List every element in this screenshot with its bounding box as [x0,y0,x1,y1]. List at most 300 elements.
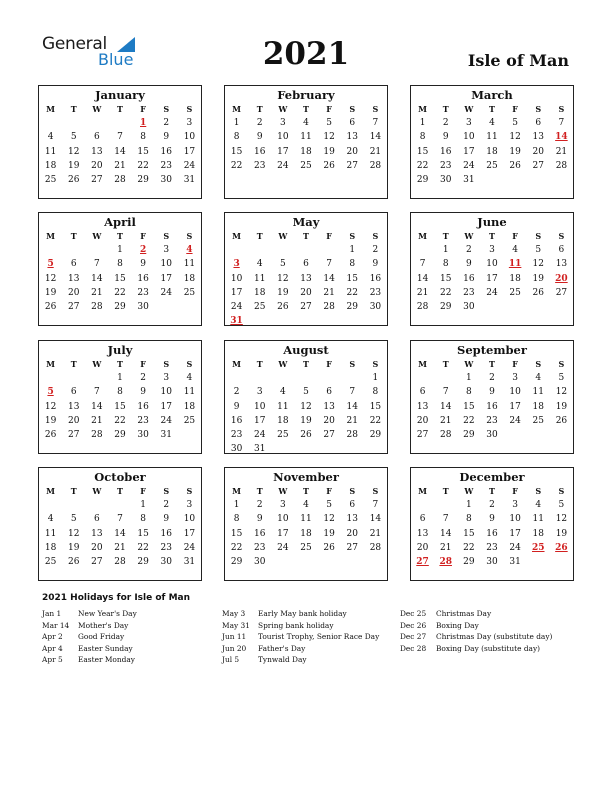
day-cell: 29 [137,556,149,567]
month-february [224,85,388,199]
weekday-label: T [303,104,309,114]
day-cell: 30 [160,174,172,185]
weekday-header [411,229,573,243]
day-cell: 18 [509,273,521,284]
day-cell: 7 [558,118,565,129]
day-cell: 12 [323,514,335,525]
week-row [411,512,573,526]
holiday-date: Dec 26 [400,620,427,630]
day-cell: 12 [509,132,521,143]
day-cell: 29 [463,556,475,567]
empty-cell [550,555,573,569]
weekday-label: M [418,231,427,241]
day-cell: 17 [509,528,521,539]
weekday-header [39,102,201,116]
month-september [410,340,574,454]
weekday-label: F [140,486,146,496]
day-cell: 3 [186,118,193,129]
day-cell: 28 [369,160,382,171]
week-row [39,527,201,541]
day-cell: 11 [183,387,196,398]
week-row [411,371,573,385]
weekday-label: S [349,486,356,496]
day-cell: 17 [277,528,289,539]
day-cell: 23 [369,287,382,298]
holiday-name: Christmas Day [436,609,492,618]
day-cell: 22 [230,542,243,553]
day-cell: 2 [163,500,170,511]
day-cell: 23 [137,287,149,298]
day-cell: 27 [67,301,80,312]
day-cell: 25 [277,429,289,440]
week-row [411,385,573,399]
weekday-label: M [232,231,241,241]
day-cell: 29 [114,429,126,440]
weekday-label: T [70,231,77,241]
day-cell: 9 [163,132,170,143]
weekday-label: S [349,359,356,369]
day-cell: 17 [183,528,196,539]
month-january [38,85,202,199]
month-days-grid [39,484,201,569]
day-cell: 14 [369,514,382,525]
weekday-label: F [326,104,332,114]
day-cell: 20 [416,415,429,426]
holiday-item [42,643,137,655]
day-cell: 16 [253,146,266,157]
day-cell: 13 [532,132,544,143]
holiday-day: 28 [439,556,452,567]
day-cell: 30 [253,556,266,567]
week-row [39,145,201,159]
day-cell: 9 [465,259,472,270]
day-cell: 16 [160,528,172,539]
month-november [224,467,388,581]
day-cell: 15 [137,146,149,157]
day-cell: 6 [93,132,100,143]
holiday-item [400,620,552,632]
day-cell: 30 [137,429,149,440]
day-cell: 11 [486,132,498,143]
weekday-label: S [163,486,170,496]
empty-cell [411,243,434,257]
day-cell: 3 [163,245,170,256]
month-june [410,212,574,326]
weekday-label: S [558,359,565,369]
day-cell: 29 [137,174,149,185]
day-cell: 14 [114,528,126,539]
weekday-label: T [442,231,449,241]
day-cell: 30 [230,444,243,455]
holiday-date: May 3 [222,609,246,618]
empty-cell [108,498,131,512]
day-cell: 25 [532,415,544,426]
weekday-label: W [464,486,474,496]
logo-blue-text: Blue [98,50,134,69]
holiday-name: Easter Monday [78,655,135,665]
empty-cell [294,555,317,569]
holiday-day: 27 [416,556,429,567]
day-cell: 23 [486,542,498,553]
day-cell: 17 [463,146,475,157]
day-cell: 15 [137,528,149,539]
day-cell: 28 [369,542,382,553]
empty-cell [364,555,387,569]
day-cell: 22 [369,415,382,426]
empty-cell [550,428,573,442]
day-cell: 17 [183,146,196,157]
week-row [225,385,387,399]
weekday-label: T [70,359,77,369]
week-row [411,130,573,144]
month-name: January [95,88,145,102]
weekday-label: S [372,231,379,241]
day-cell: 14 [369,132,382,143]
weekday-header [39,357,201,371]
weekday-label: M [232,486,241,496]
day-cell: 24 [230,301,243,312]
day-cell: 12 [44,401,57,412]
holiday-item [42,654,137,666]
weekday-label: S [372,104,379,114]
empty-cell [527,428,550,442]
day-cell: 8 [233,132,240,143]
weekday-label: M [46,104,55,114]
empty-cell [341,314,364,328]
day-cell: 2 [256,500,263,511]
day-cell: 13 [416,528,429,539]
empty-cell [62,243,85,257]
weekday-label: S [349,231,356,241]
weekday-label: M [232,104,241,114]
day-cell: 28 [91,301,103,312]
holiday-item [222,643,379,655]
week-row [39,286,201,300]
empty-cell [294,371,317,385]
day-cell: 26 [300,429,312,440]
day-cell: 5 [326,500,332,511]
month-days-grid [411,357,573,442]
holiday-name: Tynwald Day [258,655,307,665]
empty-cell [248,371,271,385]
day-cell: 1 [349,245,356,256]
holiday-item [222,631,379,643]
day-cell: 22 [463,415,475,426]
week-row [39,498,201,512]
empty-cell [248,314,271,328]
day-cell: 7 [349,387,356,398]
week-row [39,385,201,399]
weekday-label: T [256,359,263,369]
day-cell: 9 [256,132,263,143]
day-cell: 16 [369,273,382,284]
day-cell: 18 [300,528,312,539]
weekday-label: T [70,486,77,496]
day-cell: 3 [512,500,518,511]
day-cell: 4 [47,514,54,525]
day-cell: 31 [183,174,196,185]
week-row [411,555,573,569]
day-cell: 18 [532,401,544,412]
logo-triangle-icon [117,37,135,52]
day-cell: 4 [535,373,542,384]
day-cell: 23 [463,287,475,298]
day-cell: 6 [349,500,356,511]
day-cell: 4 [279,387,286,398]
weekday-label: T [303,486,309,496]
day-cell: 15 [114,273,126,284]
day-cell: 24 [160,415,172,426]
day-cell: 25 [300,542,312,553]
day-cell: 9 [489,514,495,525]
empty-cell [504,173,527,187]
week-row [225,555,387,569]
week-row [411,400,573,414]
day-cell: 2 [489,373,495,384]
day-cell: 19 [323,146,335,157]
day-cell: 18 [183,273,196,284]
week-row [225,300,387,314]
day-cell: 29 [416,174,429,185]
weekday-label: F [512,104,518,114]
weekday-header [39,229,201,243]
week-row [39,257,201,271]
day-cell: 29 [463,429,475,440]
day-cell: 2 [465,245,472,256]
page-title: 2021 [262,36,350,72]
day-cell: 6 [303,259,309,270]
holiday-day: 31 [230,316,243,327]
day-cell: 26 [323,160,335,171]
week-row [411,414,573,428]
day-cell: 12 [532,259,544,270]
weekday-label: T [117,486,123,496]
day-cell: 21 [91,287,103,298]
empty-cell [527,173,550,187]
week-row [225,243,387,257]
day-cell: 4 [256,259,263,270]
day-cell: 6 [326,387,332,398]
holiday-date: Dec 28 [400,643,427,653]
day-cell: 29 [114,301,126,312]
month-october [38,467,202,581]
weekday-header [225,229,387,243]
weekday-header [39,484,201,498]
day-cell: 22 [463,542,475,553]
empty-cell [527,555,550,569]
day-cell: 17 [509,401,521,412]
weekday-label: W [92,359,102,369]
holiday-date: Jun 20 [222,643,247,653]
weekday-label: S [186,486,193,496]
day-cell: 12 [67,528,80,539]
day-cell: 15 [463,401,475,412]
day-cell: 21 [369,528,382,539]
weekday-header [411,102,573,116]
month-days-grid [39,102,201,187]
day-cell: 13 [91,528,103,539]
weekday-label: S [372,486,379,496]
weekday-label: S [558,104,565,114]
day-cell: 26 [67,556,80,567]
day-cell: 20 [346,146,358,157]
empty-cell [39,243,62,257]
empty-cell [411,498,434,512]
month-name: May [292,215,320,229]
day-cell: 10 [183,132,196,143]
weekday-label: M [418,486,427,496]
day-cell: 8 [442,259,449,270]
holiday-day: 1 [140,118,147,129]
holiday-name: Mother's Day [78,620,129,630]
day-cell: 21 [555,146,568,157]
day-cell: 5 [70,514,77,525]
holiday-name: Boxing Day (substitute day) [436,643,541,653]
day-cell: 27 [323,429,335,440]
weekday-header [225,357,387,371]
day-cell: 28 [416,301,429,312]
day-cell: 8 [465,387,472,398]
week-row [39,300,201,314]
day-cell: 25 [183,415,196,426]
day-cell: 29 [369,429,382,440]
day-cell: 29 [439,301,452,312]
month-name: August [283,343,329,357]
weekday-label: F [140,359,146,369]
day-cell: 21 [91,415,103,426]
day-cell: 24 [277,160,289,171]
day-cell: 21 [114,160,126,171]
holiday-date: Apr 2 [42,632,63,642]
day-cell: 2 [489,500,495,511]
month-name: September [457,343,527,357]
day-cell: 26 [555,415,568,426]
weekday-label: S [372,359,379,369]
month-days-grid [225,484,387,569]
day-cell: 6 [93,514,100,525]
empty-cell [271,314,294,328]
weekday-label: M [232,359,241,369]
day-cell: 17 [230,287,243,298]
empty-cell [178,428,201,442]
day-cell: 19 [277,287,289,298]
week-row [411,145,573,159]
day-cell: 4 [512,245,518,256]
day-cell: 30 [486,556,498,567]
day-cell: 29 [230,556,243,567]
day-cell: 9 [140,259,146,270]
weekday-label: W [278,359,288,369]
day-cell: 15 [416,146,429,157]
day-cell: 15 [463,528,475,539]
weekday-label: F [140,231,146,241]
day-cell: 16 [253,528,266,539]
day-cell: 12 [323,132,335,143]
day-cell: 15 [439,273,452,284]
week-row [225,371,387,385]
day-cell: 19 [509,146,521,157]
day-cell: 13 [300,273,312,284]
weekday-label: T [442,486,449,496]
holiday-column [42,608,137,666]
week-row [225,272,387,286]
weekday-label: S [535,486,542,496]
holiday-name: Christmas Day (substitute day) [436,632,553,642]
week-row [39,116,201,130]
weekday-label: S [163,359,170,369]
weekday-label: M [46,359,55,369]
day-cell: 12 [300,401,312,412]
empty-cell [225,371,248,385]
day-cell: 23 [230,429,243,440]
day-cell: 14 [114,146,126,157]
day-cell: 12 [555,387,568,398]
weekday-label: S [558,231,565,241]
day-cell: 2 [256,118,263,129]
day-cell: 16 [463,273,475,284]
day-cell: 29 [346,301,358,312]
day-cell: 23 [160,542,172,553]
day-cell: 19 [44,415,57,426]
day-cell: 12 [277,273,289,284]
day-cell: 25 [253,301,266,312]
day-cell: 7 [372,118,379,129]
day-cell: 30 [486,429,498,440]
week-row [411,428,573,442]
weekday-label: T [489,486,495,496]
empty-cell [62,371,85,385]
weekday-label: S [535,359,542,369]
empty-cell [341,555,364,569]
day-cell: 11 [300,132,312,143]
day-cell: 31 [183,556,196,567]
empty-cell [85,116,108,130]
day-cell: 22 [346,287,358,298]
day-cell: 8 [465,514,472,525]
week-row [411,173,573,187]
week-row [225,159,387,173]
week-row [411,498,573,512]
day-cell: 3 [256,387,263,398]
empty-cell [85,243,108,257]
empty-cell [271,371,294,385]
empty-cell [294,314,317,328]
weekday-label: S [535,104,542,114]
day-cell: 5 [70,132,77,143]
empty-cell [504,428,527,442]
day-cell: 10 [277,514,289,525]
day-cell: 20 [67,415,80,426]
day-cell: 3 [279,500,286,511]
day-cell: 6 [349,118,356,129]
day-cell: 24 [183,160,196,171]
day-cell: 22 [230,160,243,171]
day-cell: 26 [67,174,80,185]
weekday-label: S [558,486,565,496]
day-cell: 25 [486,160,498,171]
day-cell: 25 [509,287,521,298]
week-row [411,159,573,173]
holiday-item [42,631,137,643]
month-name: July [107,343,133,357]
weekday-header [225,484,387,498]
day-cell: 7 [93,259,100,270]
day-cell: 5 [326,118,332,129]
day-cell: 23 [253,542,266,553]
day-cell: 24 [183,542,196,553]
weekday-label: T [303,359,309,369]
week-row [225,257,387,271]
